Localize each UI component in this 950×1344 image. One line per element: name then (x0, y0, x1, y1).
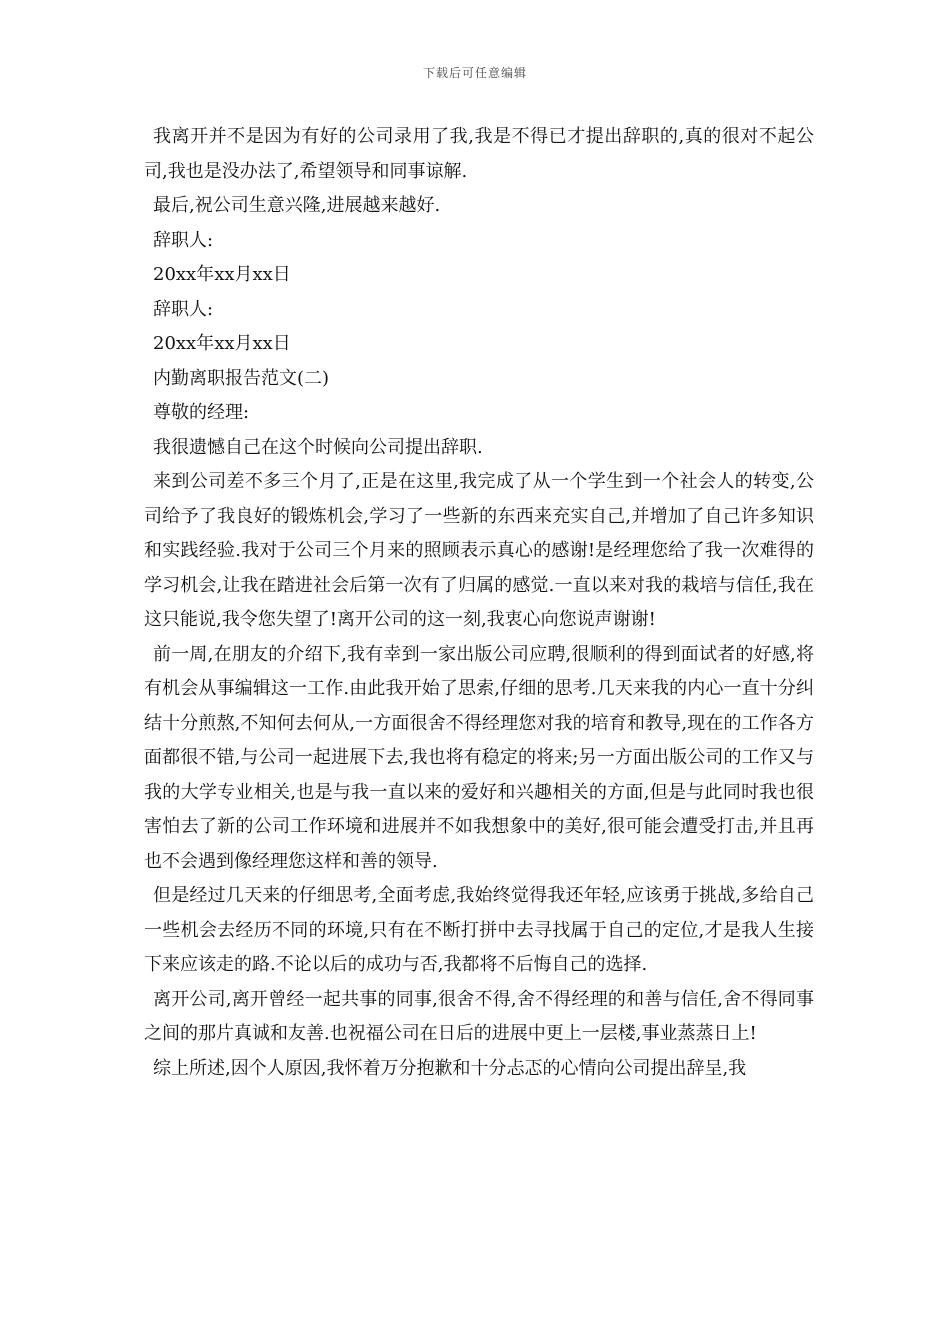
paragraph: 我很遗憾自己在这个时候向公司提出辞职. (153, 436, 483, 458)
signature-label: 辞职人: (153, 229, 214, 251)
date-line: 20xx年xx月xx日 (153, 264, 291, 285)
paragraph: 综上所述,因个人原因,我怀着万分抱歉和十分忐忑的心情向公司提出辞呈,我 (153, 1057, 747, 1079)
paragraph: 我离开并不是因为有好的公司录用了我,我是不得已才提出辞职的,真的很对不起公司,我也是没办法了,希望领导和同事谅解. (144, 126, 814, 182)
signature-label: 辞职人: (153, 298, 214, 320)
date-line: 20xx年xx月xx日 (153, 333, 291, 354)
paragraph: 离开公司,离开曾经一起共事的同事,很舍不得,舍不得经理的和善与信任,舍不得同事之间的那片真诚和友善.也祝福公司在日后的进展中更上一层楼,事业蒸蒸日上! (144, 988, 814, 1044)
page-header: 下载后可任意编辑 (422, 66, 527, 80)
paragraph: 前一周,在朋友的介绍下,我有幸到一家出版公司应聘,很顺利的得到面试者的好感,将有机会从事编辑这一工作.由此我开始了思索,仔细的思考.几天来我的内心一直十分纠结十分煎熬,不知何去何从,一方面很舍不得经理您对我的培育和教导,现在的工作各方面都很不错,与公司一起进展下去,我也将有稳定的将来;另一方面出版公司的工作又与我的大学专业相关,也是与我一直以来的爱好和兴趣相关的方面,但是与此同时我也很害怕去了新的公司工作环境和进展并不如我想象中的美好,很可能会遭受打击,并且再也不会遇到像经理您这样和善的领导. (144, 643, 814, 872)
section-title: 内勤离职报告范文(二) (153, 367, 330, 389)
paragraph: 来到公司差不多三个月了,正是在这里,我完成了从一个学生到一个社会人的转变,公司给予了我良好的锻炼机会,学习了一些新的东西来充实自己,并增加了自己许多知识和实践经验.我对于公司三个月来的照顾表示真心的感谢!是经理您给了我一次难得的学习机会,让我在踏进社会后第一次有了归属的感觉.一直以来对我的栽培与信任,我在这只能说,我令您失望了!离开公司的这一刻,我衷心向您说声谢谢! (144, 471, 814, 630)
salutation: 尊敬的经理: (153, 402, 250, 423)
paragraph: 但是经过几天来的仔细思考,全面考虑,我始终觉得我还年轻,应该勇于挑战,多给自己一些机会去经历不同的环境,只有在不断打拼中去寻找属于自己的定位,才是我人生接下来应该走的路.不论以后的成功与否,我都将不后悔自己的选择. (144, 885, 814, 975)
document-body (144, 120, 814, 1086)
paragraph: 最后,祝公司生意兴隆,进展越来越好. (153, 195, 441, 216)
